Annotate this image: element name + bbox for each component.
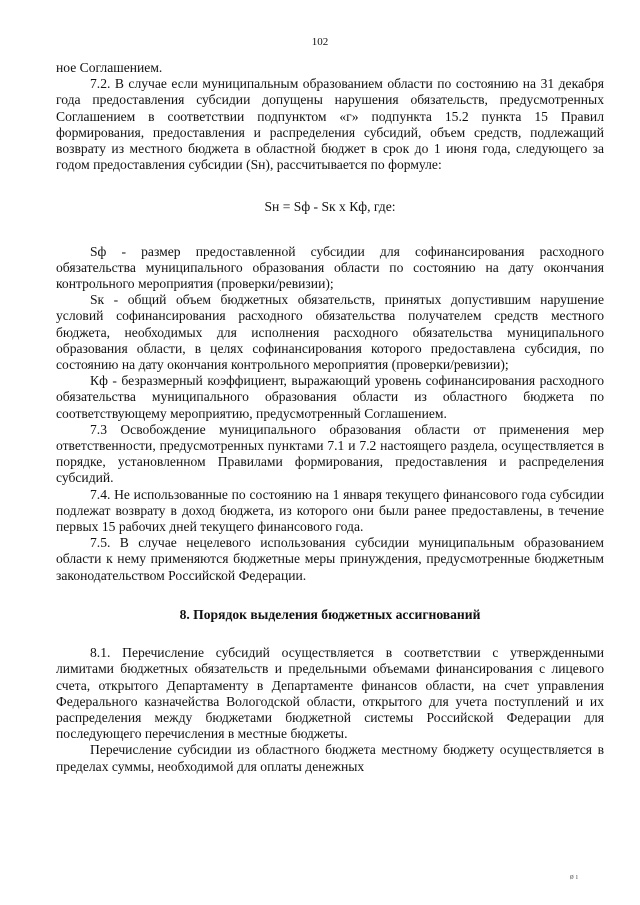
section-heading: 8. Порядок выделения бюджетных ассигнований (179, 606, 481, 622)
paragraph: 7.2. В случае если муниципальным образованием области по состоянию на 31 декабря года предоставления субсидии допущены нарушения обязательств, предусмотренных Соглашением в соответствии подпунктом «г» подпункта 15.2 пункта 15 Правил формирования, предоставления и распределения субсидий, объем средств, подлежащий возврату из местного бюджета в областной бюджет в срок до 1 июня года, следующего за годом предоставления субсидии (Sн), рассчитывается по формуле: (56, 76, 604, 173)
document-body (56, 60, 604, 775)
paragraph: Кф - безразмерный коэффициент, выражающий уровень софинансирования расходного обязательства муниципального образования области из областного бюджета по соответствующему мероприятию, предусмотренный Соглашением. (56, 373, 604, 421)
paragraphs-top (56, 60, 604, 173)
paragraph: ное Соглашением. (56, 60, 163, 75)
paragraph: 7.4. Не использованные по состоянию на 1 января текущего финансового года субсидии подлежат возврату в доход бюджета, из которого они были ранее предоставлены, в течение первых 15 рабочих дней текущего финансового года. (56, 486, 604, 535)
paragraph: Sк - общий объем бюджетных обязательств, принятых допустившим нарушение условий софинансирования расходного обязательства получателем средств местного бюджета, необходимых для исполнения расходного обязательства муниципального образования области, в целях софинансирования которого предоставлена субсидия, по состоянию на дату окончания контрольного мероприятия (проверки/ревизии); (56, 292, 604, 373)
page-number: 102 (311, 36, 329, 48)
paragraph: 7.5. В случае нецелевого использования субсидии муниципальным образованием области к нему применяются бюджетные меры принуждения, предусмотренные бюджетным законодательством Российской Федерации. (56, 535, 604, 583)
paragraph: Перечисление субсидии из областного бюджета местному бюджету осуществляется в пределах суммы, необходимой для оплаты денежных (56, 742, 604, 774)
paragraph: 7.3 Освобождение муниципального образования области от применения мер ответственности, предусмотренных пунктами 7.1 и 7.2 настоящего раздела, осуществляется в порядке, установленном Правилами формирования, предоставления и распределения субсидий. (56, 421, 604, 486)
formula: Sн = Sф - Sк х Кф, где: (264, 199, 396, 215)
paragraph: 8.1. Перечисление субсидий осуществляется в соответствии с утвержденными лимитами бюджетных обязательств и предельными объемами финансирования с лицевого счета, открытого Департаменту в Департаменте финансов области, на счет управления Федерального казначейства Вологодской области, открытого для учета поступлений и их распределения между бюджетами бюджетной системы Российской Федерации для последующего перечисления в местные бюджеты. (56, 645, 604, 742)
paragraph: Sф - размер предоставленной субсидии для софинансирования расходного обязательства муниципального образования области по состоянию на дату окончания контрольного мероприятия (проверки/ревизии); (56, 243, 604, 292)
paragraphs-bottom (56, 645, 604, 775)
paragraphs-middle (56, 244, 604, 584)
footer-mark: ø ı (569, 872, 578, 881)
